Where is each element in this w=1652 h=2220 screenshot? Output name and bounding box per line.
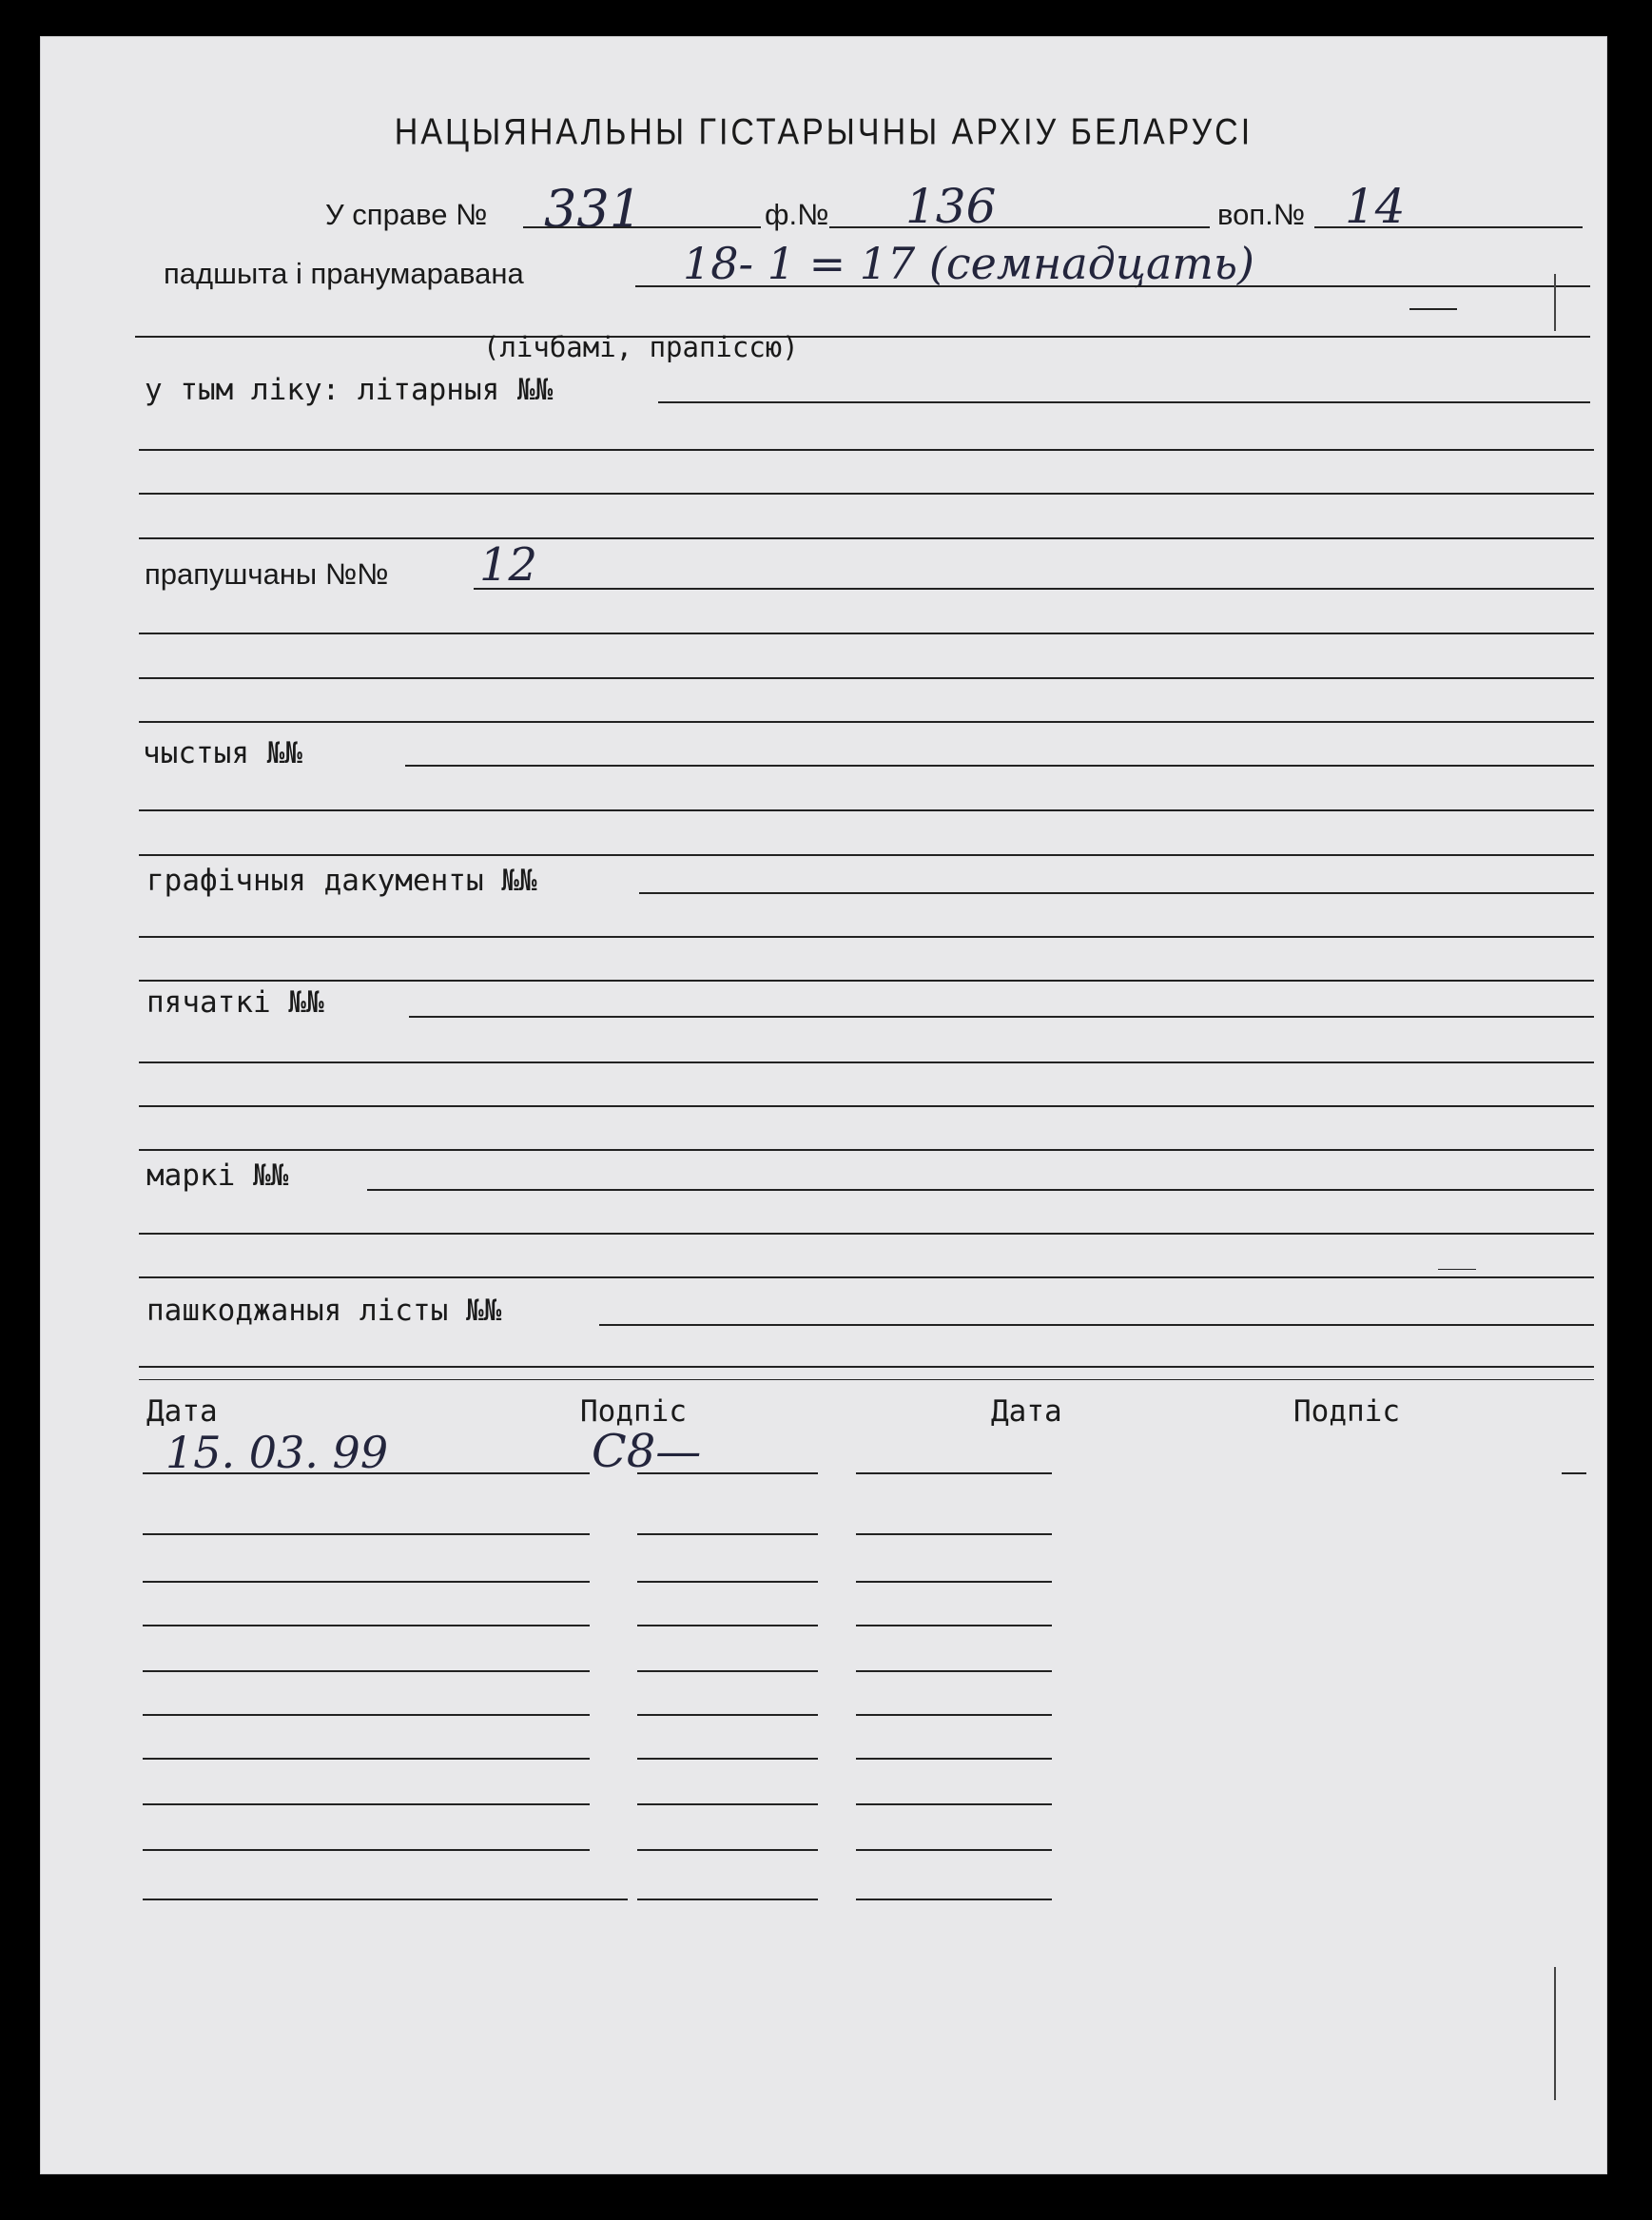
signature-line [856,1758,1052,1760]
missed-line-4 [139,721,1594,723]
damaged-line-3 [139,1379,1594,1380]
signature-line [363,1803,590,1805]
graphic-line-3 [139,980,1594,982]
signature-line [363,1581,590,1583]
margin-mark [1554,1967,1556,2100]
seals-label: пячаткі №№ [146,985,324,1020]
fond-label: ф.№ [765,198,829,231]
missed-line-3 [139,677,1594,679]
blank-line-3 [139,854,1594,856]
stitched-value: 18- 1 = 17 (семнадцать) [683,238,1254,289]
litera-line [658,401,1590,403]
stamps-line [367,1189,1594,1191]
stamps-line-3 [139,1276,1594,1278]
stitched-label: падшыта і пранумаравана [164,257,524,290]
signature-line [637,1581,818,1583]
date-value: 15. 03. 99 [165,1427,389,1478]
signature-line [637,1714,818,1716]
archive-certificate-page [40,36,1607,2174]
blank-line-2 [139,809,1594,811]
signature-line [637,1803,818,1805]
signature-line [363,1849,590,1851]
signature-line [363,1625,590,1626]
case-number-line [523,226,761,228]
seals-line [409,1016,1594,1018]
opis-line [1314,226,1583,228]
signature-line [856,1803,1052,1805]
seals-line-3 [139,1105,1594,1107]
stitched-line [635,285,1590,287]
missed-line-2 [139,633,1594,634]
page-title: НАЦЫЯНАЛЬНЫ ГІСТАРЫЧНЫ АРХІУ БЕЛАРУСІ [394,111,1254,153]
signature-line [363,1758,590,1760]
damaged-line-2 [139,1366,1594,1368]
litera-label: у тым ліку: літарныя №№ [145,373,554,407]
signature-line [856,1849,1052,1851]
signature-line [143,1899,628,1900]
damaged-line [599,1324,1594,1326]
stamps-label: маркі №№ [146,1159,289,1193]
seals-line-2 [139,1061,1594,1063]
opis-label: воп.№ [1217,198,1306,231]
signature-line [637,1533,818,1535]
signature-line [637,1472,818,1474]
signature-value: C8— [592,1425,702,1478]
date-label-1: Дата [146,1394,218,1429]
signature-line [637,1849,818,1851]
stamps-line-2 [139,1233,1594,1235]
case-number-label: У справе № [325,198,488,231]
signature-line [856,1533,1052,1535]
dash-mark [1438,1269,1476,1270]
signature-line [856,1714,1052,1716]
opis-value: 14 [1345,179,1406,234]
missed-value: 12 [479,538,538,592]
graphic-line-2 [139,936,1594,938]
signature-line [363,1714,590,1716]
litera-line-4 [139,537,1594,539]
litera-line-2 [139,449,1594,451]
stitched-hint: (лічбамі, прапіссю) [483,331,799,363]
signature-line [637,1625,818,1626]
fond-line [829,226,1210,228]
signature-line [856,1899,1052,1900]
signature-line [856,1625,1052,1626]
damaged-label: пашкоджаныя лісты №№ [146,1294,502,1328]
margin-mark [1554,274,1556,331]
dash-mark [1562,1472,1586,1474]
signature-line [363,1670,590,1672]
signature-line [637,1758,818,1760]
missed-label: прапушчаны №№ [145,557,389,591]
fond-value: 136 [905,179,997,234]
signature-line [637,1899,818,1900]
dash-mark [1409,308,1457,310]
missed-line [474,588,1594,590]
date-label-2: Дата [991,1394,1062,1429]
graphic-label: графічныя дакументы №№ [146,864,537,898]
case-number-value: 331 [544,179,643,239]
signature-line [856,1472,1052,1474]
signature-line [637,1670,818,1672]
seals-line-4 [139,1149,1594,1151]
signature-line [856,1670,1052,1672]
sign-label-1: Подпіс [580,1394,687,1429]
stitched-line-2 [135,336,1590,338]
signature-line [363,1533,590,1535]
blank-label: чыстыя №№ [143,736,302,770]
blank-line [405,765,1594,767]
signature-line [363,1472,590,1474]
litera-line-3 [139,493,1594,495]
sign-label-2: Подпіс [1293,1394,1400,1429]
graphic-line [639,892,1594,894]
signature-line [856,1581,1052,1583]
